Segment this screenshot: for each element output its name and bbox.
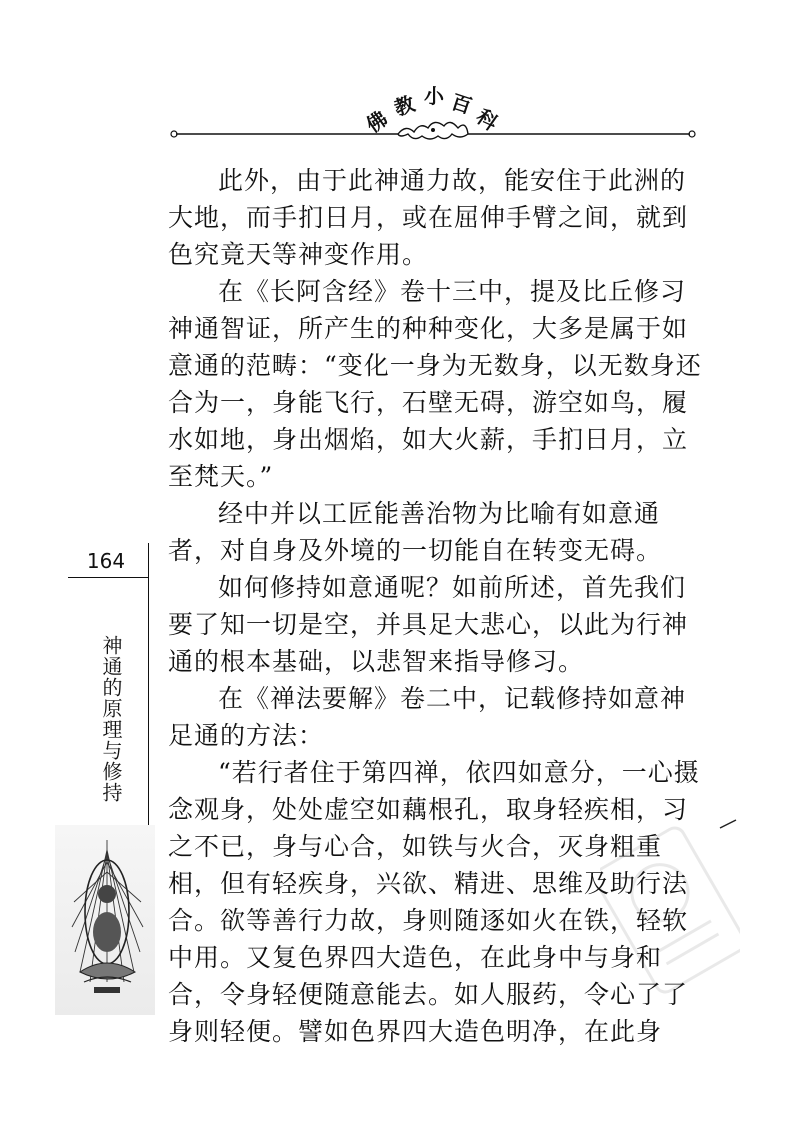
paragraph: 经中并以工匠能善治物为比喻有如意通者，对自身及外境的一切能自在转变无碍。 (168, 499, 663, 565)
header-char: 教 (391, 91, 418, 121)
buddha-icon (70, 832, 145, 1002)
header-char: 百 (448, 89, 475, 119)
header-char: 小 (424, 84, 444, 108)
paragraph: 在《禅法要解》卷二中，记载修持如意神足通的方法： (168, 684, 687, 750)
scan-tick-mark (718, 818, 738, 830)
paragraph: 如何修持如意通呢？如前所述，首先我们要了知一切是空，并具足大悲心，以此为行神通的根本基础，以悲智来指导修习。 (168, 573, 689, 676)
watermark-stamp (600, 820, 740, 1000)
header-char: 佛 (361, 106, 392, 138)
paragraph: “若行者住于第四禅，依四如意分，一心摄念观身，处处虚空如藕根孔，取身轻疾相，习之不已，身与心合，如铁与火合，灭身粗重相，但有轻疾身，兴欲、精进、思维及助行法合。欲等善行力故，身则随逐如火在铁，轻软中用。又复色界四大造色，在此身中与身和合，令身轻便随意能去。如人服药，令心了了身则轻便。譬如色界四大造色明净，在此身 (168, 758, 700, 1046)
paragraph: 在《长阿含经》卷十三中，提及比丘修习神通智证，所产生的种种变化，大多是属于如意通的范畴：“变化一身为无数身，以无数身还合为一，身能飞行，石壁无碍，游空如鸟，履水如地，身出烟焰，如大火薪，手扪日月，立至梵天。” (168, 277, 702, 491)
page-number: 164 (86, 549, 126, 573)
header-char: 科 (472, 104, 503, 136)
paragraph: 此外，由于此神通力故，能安住于此洲的大地，而手扪日月，或在屈伸手臂之间，就到色究竟天等神变作用。 (168, 166, 689, 269)
margin-rule-horizontal (68, 577, 148, 578)
chapter-side-title: 神通的原理与修持 (99, 635, 123, 803)
header-cloud-ornament (168, 118, 698, 146)
